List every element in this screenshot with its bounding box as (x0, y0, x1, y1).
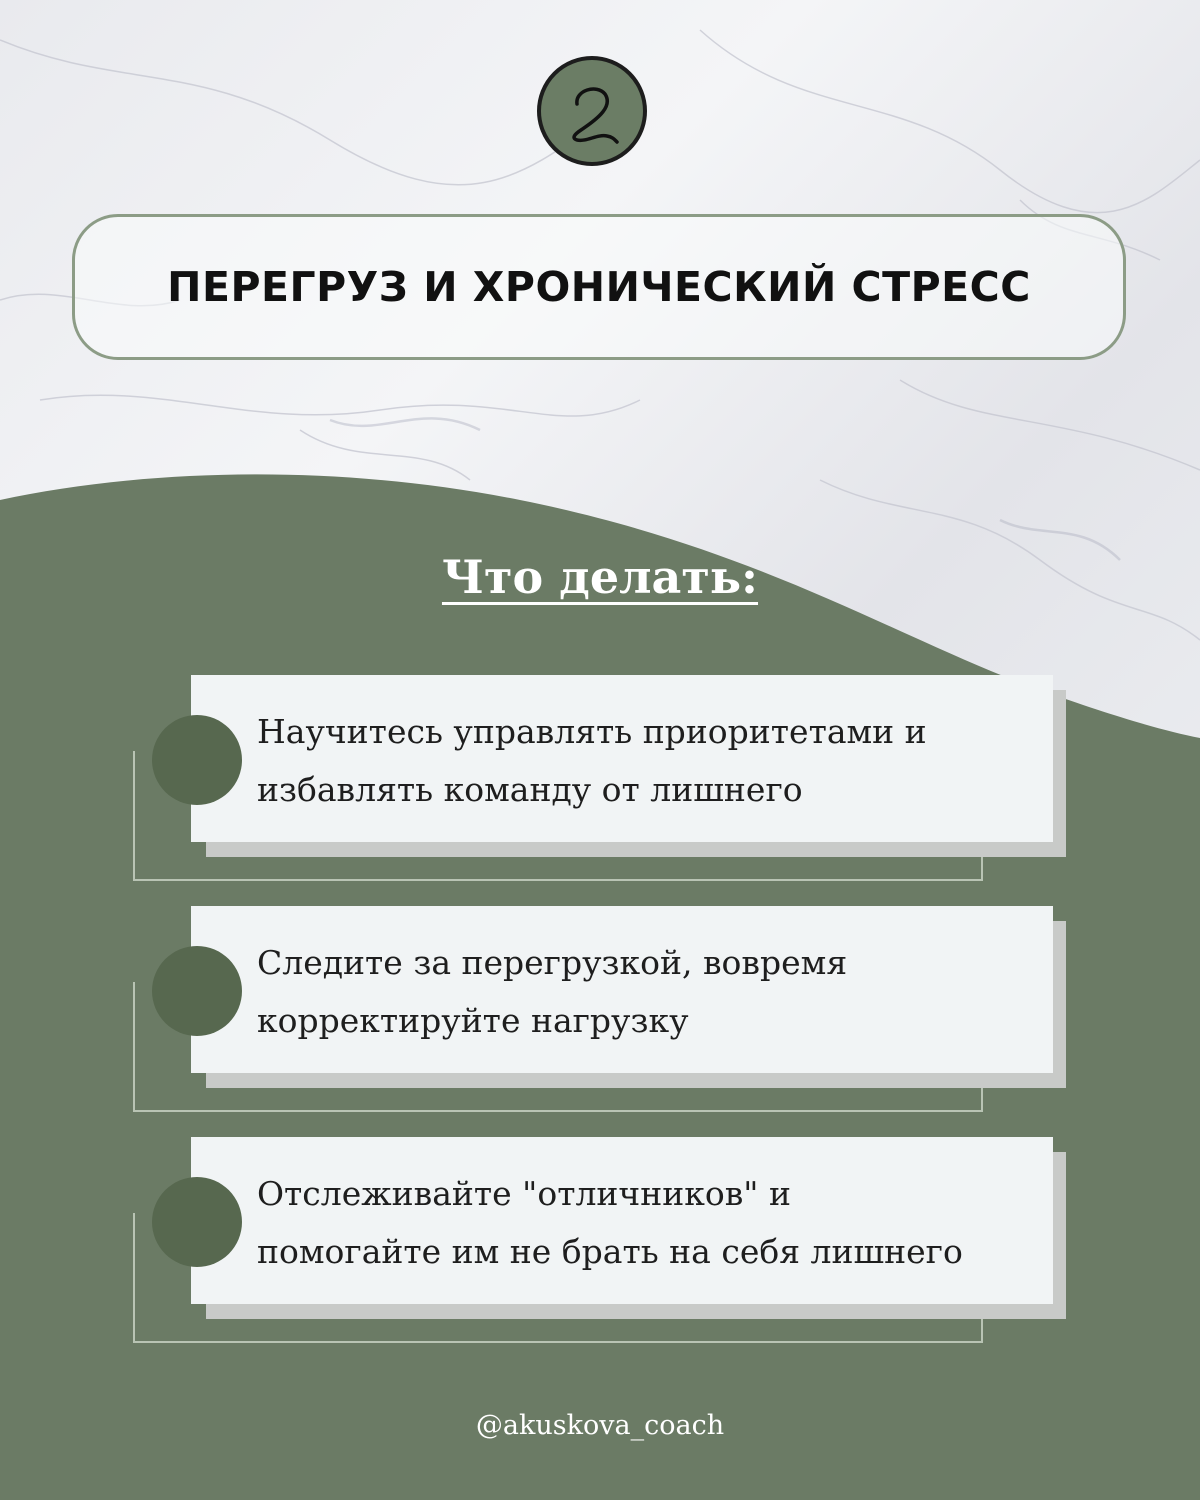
list-item (0, 906, 1200, 1121)
title-box (72, 214, 1126, 360)
bullet-circle-icon (152, 946, 242, 1036)
bullet-circle-icon (152, 715, 242, 805)
subtitle: Что делать: (441, 550, 759, 604)
step-number-badge (537, 56, 647, 166)
author-handle: @akuskova_coach (475, 1410, 725, 1441)
tip-text: Научитесь управлять приоритетами и избавлять команду от лишнего (257, 712, 927, 809)
tip-card (191, 1137, 1053, 1304)
tip-text: Отслеживайте "отличников" и помогайте им не брать на себя лишнего (257, 1174, 963, 1271)
list-item (0, 1137, 1200, 1352)
tip-card (191, 675, 1053, 842)
bullet-circle-icon (152, 1177, 242, 1267)
number-two-glyph (541, 60, 643, 162)
tip-text: Следите за перегрузкой, вовремя корректируйте нагрузку (257, 943, 848, 1040)
tip-card (191, 906, 1053, 1073)
page-title: ПЕРЕГРУЗ И ХРОНИЧЕСКИЙ СТРЕСС (167, 263, 1031, 311)
list-item (0, 675, 1200, 890)
